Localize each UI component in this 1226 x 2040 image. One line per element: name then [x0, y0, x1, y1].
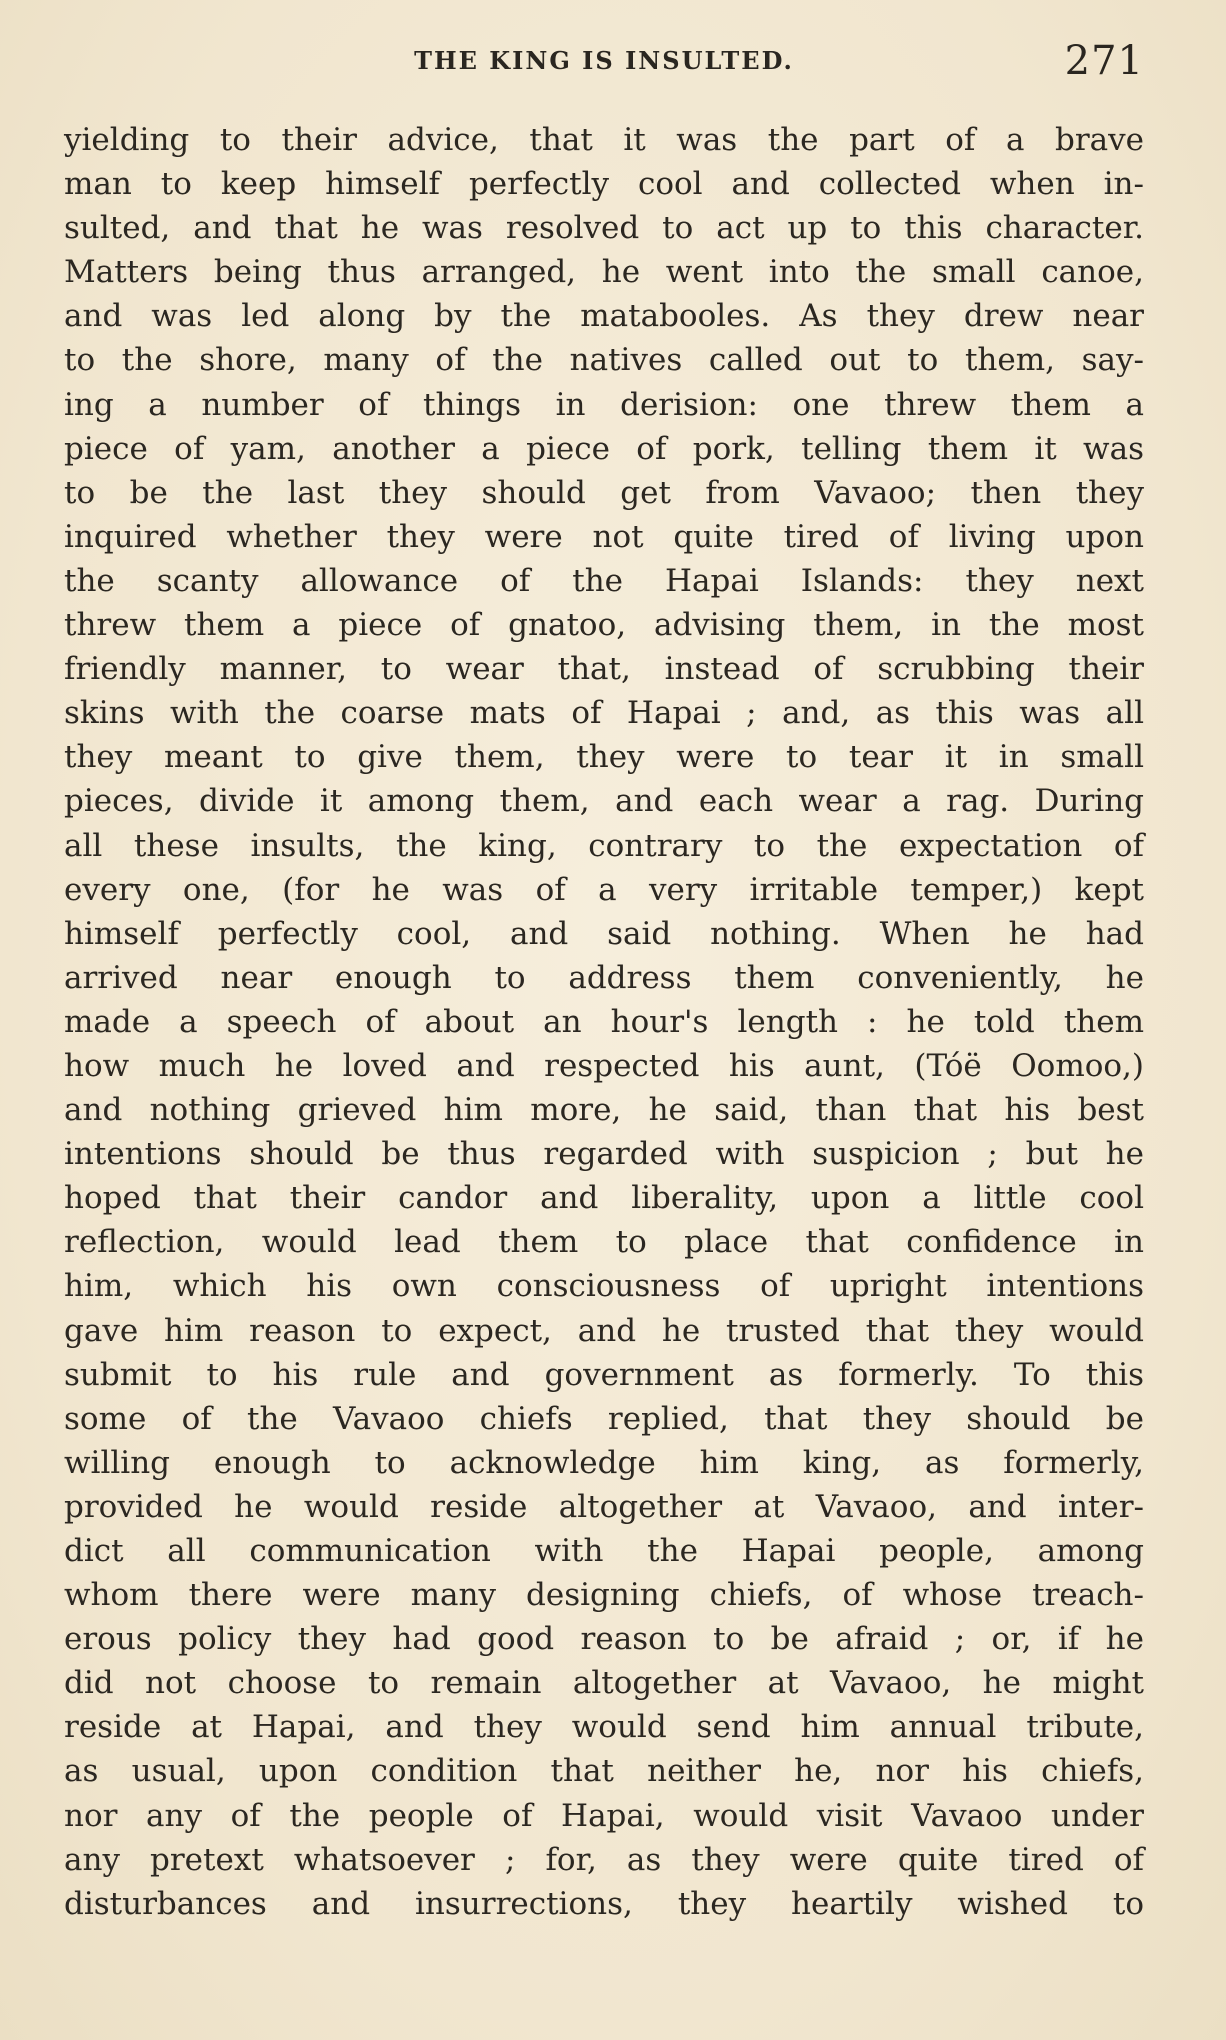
text-line: Matters being thus arranged, he went into the small canoe,: [64, 254, 1144, 291]
text-line: made a speech of about an hour's length : he told them: [64, 1003, 1144, 1040]
text-line: all these insults, the king, contrary to the expectation of: [64, 827, 1144, 864]
text-line: ing a number of things in derision: one threw them a: [64, 386, 1144, 423]
text-line: willing enough to acknowledge him king, as formerly,: [64, 1444, 1144, 1481]
text-line: piece of yam, another a piece of pork, telling them it was: [64, 430, 1144, 467]
running-head: THE KING IS INSULTED.: [414, 46, 794, 75]
text-line: reside at Hapai, and they would send him annual tribute,: [64, 1709, 1144, 1746]
text-line: gave him reason to expect, and he trusted that they would: [64, 1312, 1144, 1349]
text-line: every one, (for he was of a very irritable temper,) kept: [64, 871, 1144, 908]
text-line: the scanty allowance of the Hapai Islands: they next: [64, 562, 1144, 599]
text-line: did not choose to remain altogether at Vavaoo, he might: [64, 1665, 1144, 1702]
text-line: threw them a piece of gnatoo, advising them, in the most: [64, 607, 1144, 644]
text-line: to the shore, many of the natives called out to them, say-: [64, 342, 1144, 379]
text-line: how much he loved and respected his aunt, (Tóë Oomoo,): [64, 1047, 1144, 1084]
text-line: intentions should be thus regarded with suspicion ; but he: [64, 1136, 1144, 1173]
text-line: dict all communication with the Hapai people, among: [64, 1533, 1144, 1569]
text-line: to be the last they should get from Vavaoo; then they: [64, 474, 1144, 511]
text-line: hoped that their candor and liberality, upon a little cool: [64, 1180, 1144, 1217]
text-line: friendly manner, to wear that, instead of scrubbing their: [64, 651, 1144, 688]
text-line: submit to his rule and government as formerly. To this: [64, 1356, 1144, 1393]
text-line: and was led along by the matabooles. As they drew near: [64, 298, 1144, 335]
text-line: reflection, would lead them to place that confidence in: [64, 1224, 1144, 1261]
text-line: inquired whether they were not quite tired of living upon: [64, 518, 1144, 555]
text-line: skins with the coarse mats of Hapai ; and, as this was all: [64, 695, 1144, 732]
text-line: man to keep himself perfectly cool and collected when in-: [64, 166, 1144, 203]
text-line: himself perfectly cool, and said nothing. When he had: [64, 915, 1144, 952]
text-line: arrived near enough to address them conveniently, he: [64, 959, 1144, 996]
text-line: yielding to their advice, that it was the part of a brave: [64, 122, 1144, 158]
text-line: as usual, upon condition that neither he, nor his chiefs,: [64, 1753, 1144, 1790]
text-line: any pretext whatsoever ; for, as they were quite tired of: [64, 1841, 1144, 1878]
text-line: provided he would reside altogether at Vavaoo, and inter-: [64, 1488, 1144, 1525]
text-line: erous policy they had good reason to be afraid ; or, if he: [64, 1621, 1144, 1658]
text-line: and nothing grieved him more, he said, than that his best: [64, 1092, 1144, 1129]
body-text: [64, 118, 1144, 1926]
page-number: 271: [1064, 38, 1144, 84]
text-line: sulted, and that he was resolved to act up to this character.: [64, 210, 1144, 247]
text-line: him, which his own consciousness of upright intentions: [64, 1268, 1144, 1305]
text-line: disturbances and insurrections, they heartily wished to: [64, 1885, 1144, 1922]
page-header: [64, 38, 1144, 84]
text-line: whom there were many designing chiefs, of whose treach-: [64, 1577, 1144, 1614]
text-line: pieces, divide it among them, and each wear a rag. During: [64, 783, 1144, 820]
text-line: they meant to give them, they were to tear it in small: [64, 739, 1144, 776]
text-line: nor any of the people of Hapai, would visit Vavaoo under: [64, 1797, 1144, 1834]
text-line: some of the Vavaoo chiefs replied, that they should be: [64, 1400, 1144, 1437]
